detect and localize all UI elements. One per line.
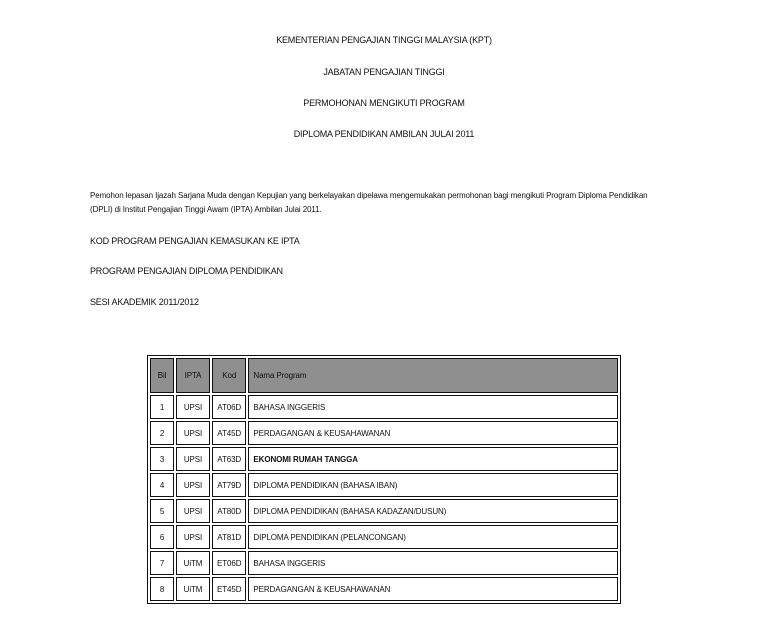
cell-nama-program: EKONOMI RUMAH TANGGA — [248, 447, 618, 471]
cell-ipta: UPSI — [176, 447, 210, 471]
cell-nama-program: PERDAGANGAN & KEUSAHAWANAN — [248, 577, 618, 601]
cell-kod: AT80D — [212, 499, 246, 523]
cell-kod: ET45D — [212, 577, 246, 601]
cell-bil: 8 — [150, 577, 174, 601]
cell-ipta: UiTM — [176, 551, 210, 575]
table-row — [150, 577, 618, 601]
cell-ipta: UPSI — [176, 421, 210, 445]
program-heading: PROGRAM PENGAJIAN DIPLOMA PENDIDIKAN — [90, 266, 283, 276]
cell-nama-program: DIPLOMA PENDIDIKAN (BAHASA IBAN) — [248, 473, 618, 497]
program-table-wrapper — [147, 355, 621, 635]
table-row — [150, 395, 618, 419]
table-header-row — [150, 358, 618, 393]
cell-kod: AT45D — [212, 421, 246, 445]
cell-bil: 6 — [150, 525, 174, 549]
intake-title: DIPLOMA PENDIDIKAN AMBILAN JULAI 2011 — [293, 129, 475, 139]
table-row — [150, 473, 618, 497]
department-title: JABATAN PENGAJIAN TINGGI — [323, 67, 445, 77]
cell-nama-program: DIPLOMA PENDIDIKAN (PELANCONGAN) — [248, 525, 618, 549]
table-row — [150, 421, 618, 445]
cell-bil: 1 — [150, 395, 174, 419]
table-row — [150, 447, 618, 471]
cell-bil: 4 — [150, 473, 174, 497]
cell-ipta: UPSI — [176, 473, 210, 497]
cell-ipta: UPSI — [176, 499, 210, 523]
cell-nama-program: BAHASA INGGERIS — [248, 551, 618, 575]
cell-bil: 2 — [150, 421, 174, 445]
cell-bil: 3 — [150, 447, 174, 471]
ministry-title: KEMENTERIAN PENGAJIAN TINGGI MALAYSIA (KPT) — [276, 35, 492, 45]
intro-paragraph: Pemohon lepasan Ijazah Sarjana Muda dengan Kepujian yang berkelayakan dipelawa mengemukakan permohonan bagi mengikuti Program Diploma Pendidikan (DPLI) di Institut Pengajian Tinggi Awam (IPTA) Ambilan Julai 2011. — [90, 191, 648, 214]
table-row — [150, 551, 618, 575]
application-title: PERMOHONAN MENGIKUTI PROGRAM — [303, 98, 465, 108]
cell-ipta: UPSI — [176, 395, 210, 419]
cell-bil: 7 — [150, 551, 174, 575]
table-row — [150, 499, 618, 523]
cell-nama-program: BAHASA INGGERIS — [248, 395, 618, 419]
table-row — [150, 525, 618, 549]
header-bil: Bil — [150, 358, 174, 393]
program-table — [147, 355, 621, 604]
cell-ipta: UPSI — [176, 525, 210, 549]
cell-ipta: UiTM — [176, 577, 210, 601]
academic-session-heading: SESI AKADEMIK 2011/2012 — [90, 297, 199, 307]
cell-kod: ET06D — [212, 551, 246, 575]
cell-kod: AT79D — [212, 473, 246, 497]
header-nama-program: Nama Program — [248, 358, 618, 393]
cell-kod: AT63D — [212, 447, 246, 471]
cell-bil: 5 — [150, 499, 174, 523]
cell-kod: AT81D — [212, 525, 246, 549]
cell-nama-program: PERDAGANGAN & KEUSAHAWANAN — [248, 421, 618, 445]
cell-nama-program: DIPLOMA PENDIDIKAN (BAHASA KADAZAN/DUSUN) — [248, 499, 618, 523]
program-code-heading: KOD PROGRAM PENGAJIAN KEMASUKAN KE IPTA — [90, 236, 300, 246]
header-ipta: IPTA — [176, 358, 210, 393]
header-kod: Kod — [212, 358, 246, 393]
cell-kod: AT06D — [212, 395, 246, 419]
